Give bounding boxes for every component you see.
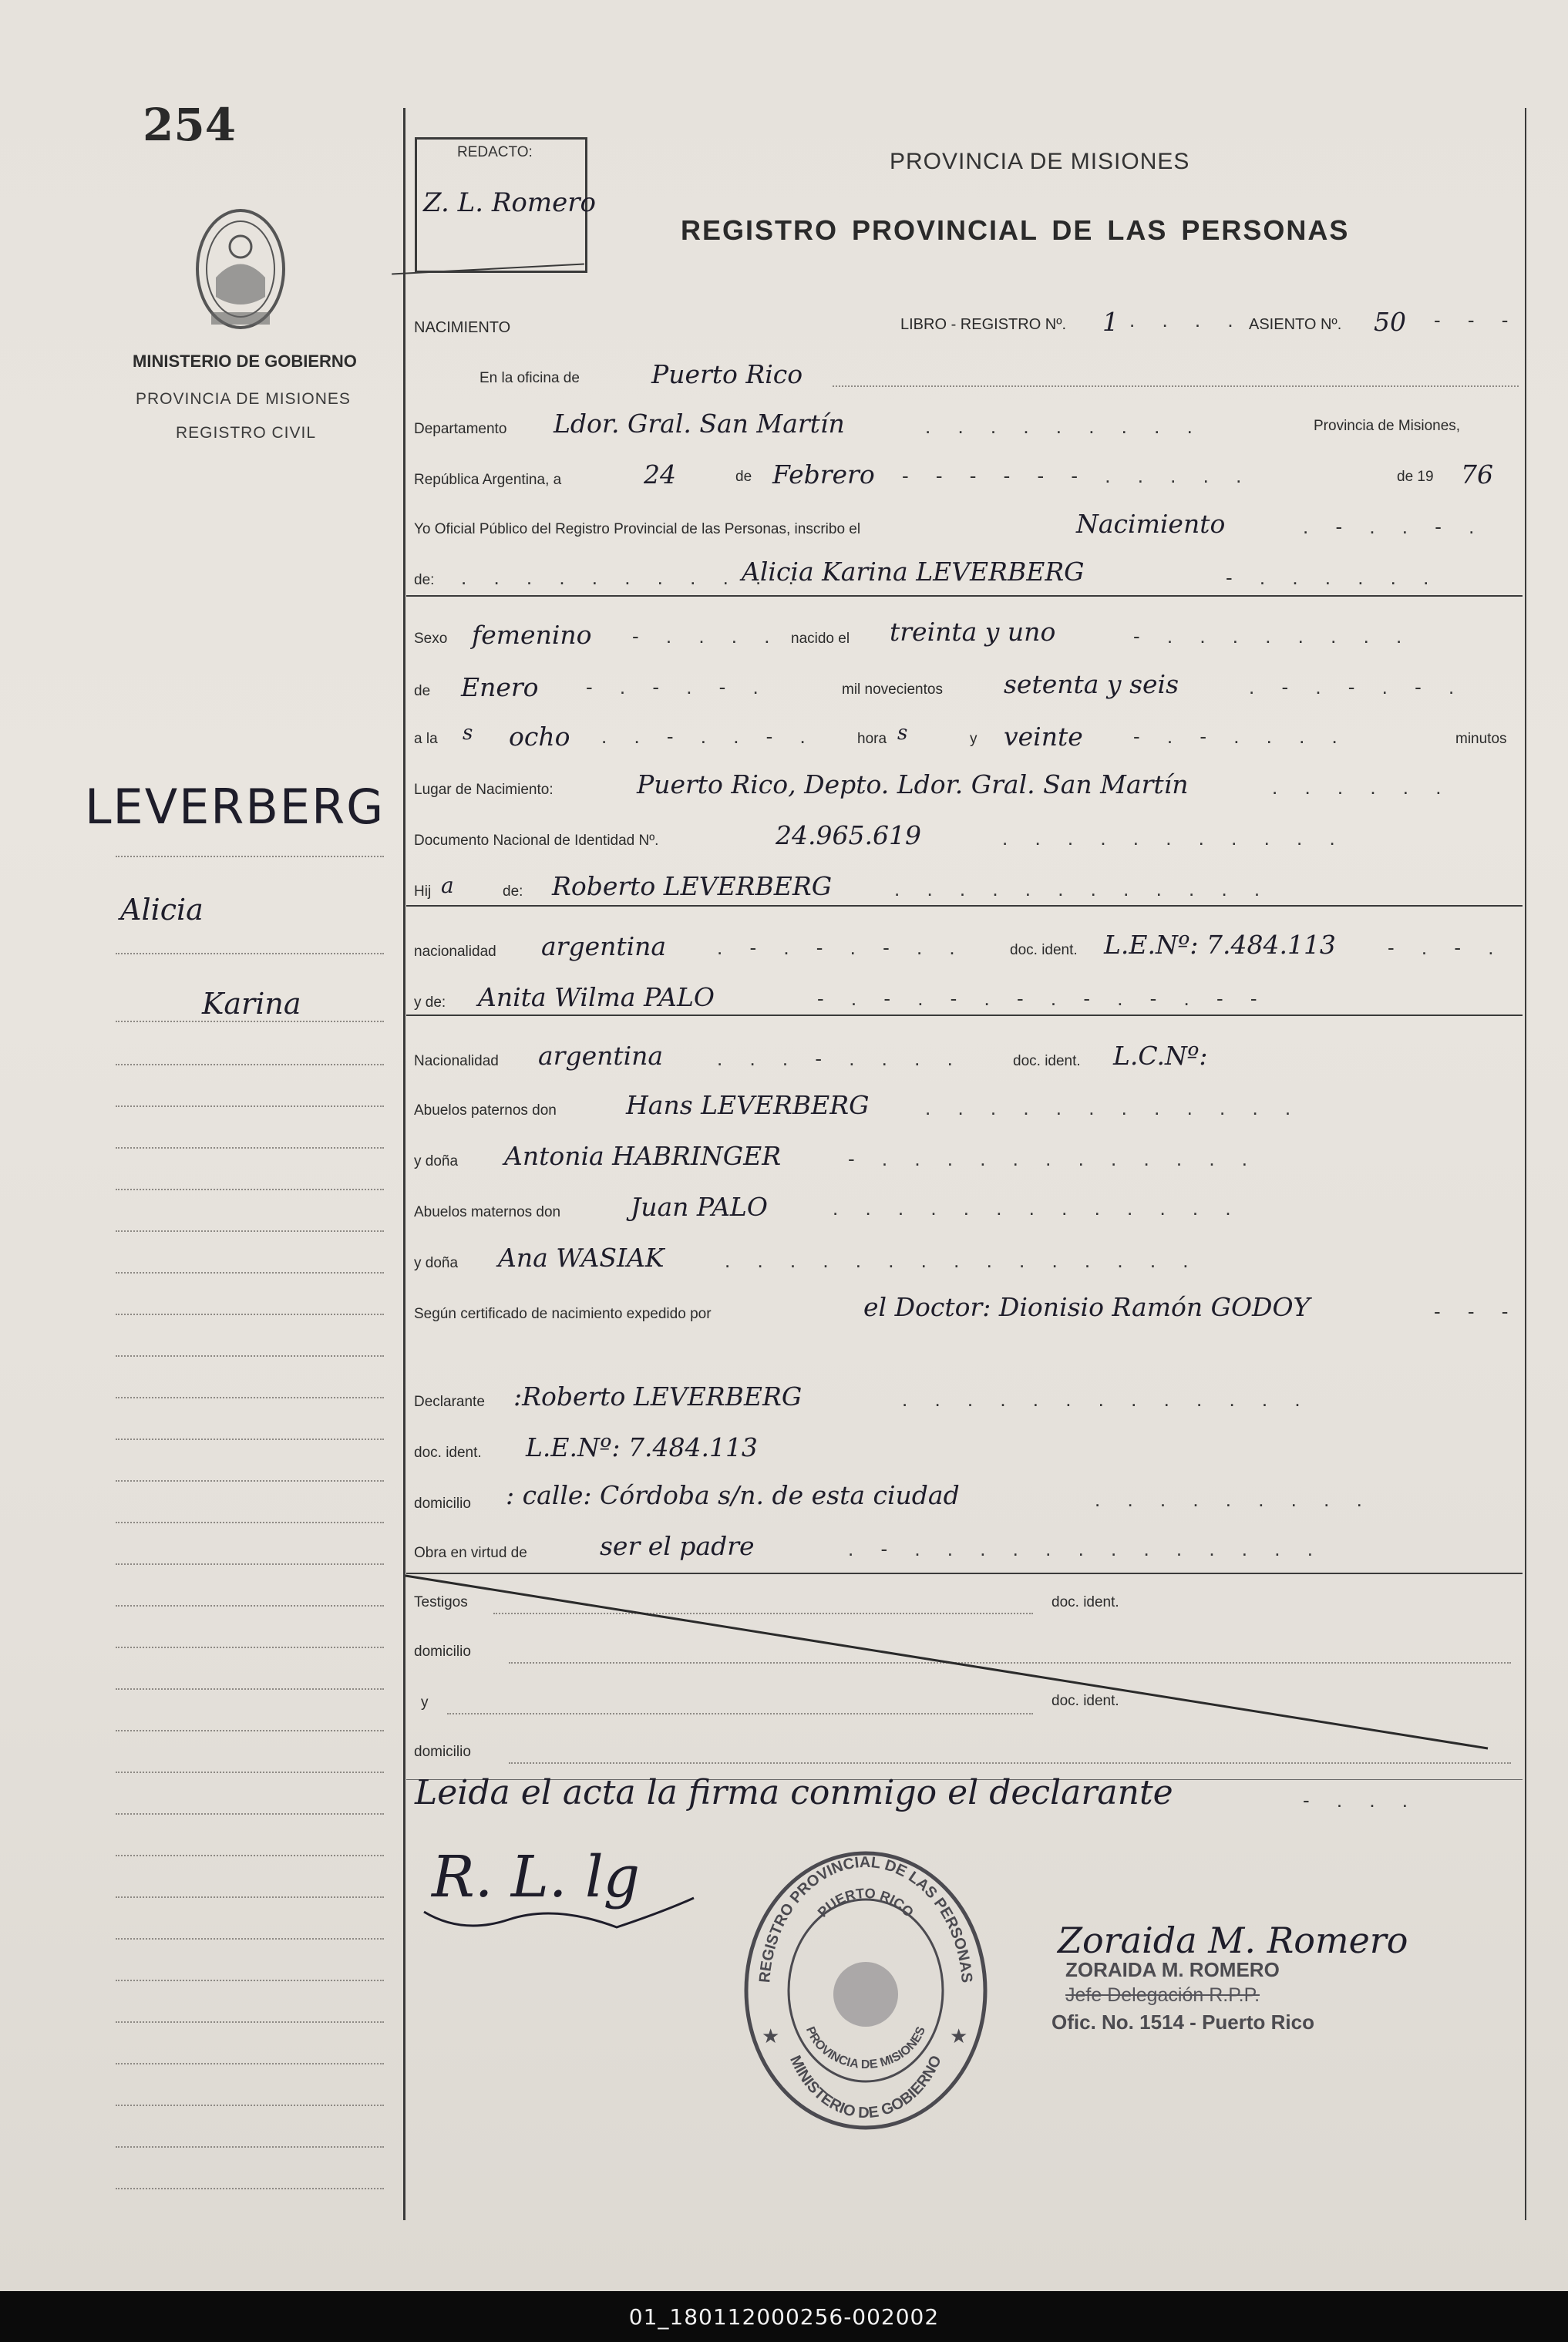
obra-label: Obra en virtud de <box>414 1545 527 1561</box>
signature-flourish-icon <box>416 1889 709 1950</box>
closing-dots: - . . . <box>1303 1788 1418 1812</box>
margin-rule <box>116 856 384 857</box>
testigos-label: Testigos <box>414 1594 468 1610</box>
obra-dots: . - . . . . . . . . . . . . . <box>848 1537 1324 1560</box>
minutos-value: veinte <box>1004 722 1083 752</box>
oficina-value: Puerto Rico <box>651 359 803 389</box>
sexo-dots: - . . . . <box>632 624 781 648</box>
minutos-dots: - . - . . . . <box>1133 725 1348 748</box>
margin-rule <box>116 1105 384 1107</box>
oficial-dots: . - . . - . <box>1303 515 1486 538</box>
official-stamp <box>739 1844 993 2137</box>
month-value: Febrero <box>772 459 875 490</box>
hij-label: Hij <box>414 883 432 900</box>
year-label: de 19 <box>1397 469 1434 485</box>
documento-label: Documento Nacional de Identidad Nº. <box>414 833 659 849</box>
docident3-value: L.E.Nº: 7.484.113 <box>526 1432 758 1462</box>
official-office: Ofic. No. 1514 - Puerto Rico <box>1052 2011 1314 2034</box>
margin-rule <box>116 2021 384 2023</box>
hora-value: ocho <box>509 722 570 752</box>
oficial-value: Nacimiento <box>1076 509 1226 539</box>
declarante-label: Declarante <box>414 1394 485 1410</box>
libro-label: LIBRO - REGISTRO Nº. <box>900 316 1067 333</box>
provincia-suffix: Provincia de Misiones, <box>1314 418 1461 434</box>
lugar-value: Puerto Rico, Depto. Ldor. Gral. San Martín <box>637 769 1189 799</box>
margin-rule <box>116 1855 384 1856</box>
svg-text:★: ★ <box>950 2024 968 2048</box>
mil-label: mil novecientos <box>842 681 943 698</box>
mother-rule <box>406 1015 1523 1016</box>
hij-value: a <box>441 873 454 898</box>
margin-rule <box>116 1647 384 1648</box>
coat-of-arms-icon <box>193 204 289 334</box>
nacido-label: nacido el <box>791 631 850 647</box>
name-dots: . . . . . . . . . . . <box>461 566 805 589</box>
mother-value: Anita Wilma PALO <box>478 982 715 1012</box>
republica-label: República Argentina, a <box>414 472 562 488</box>
oficial-text: Yo Oficial Público del Registro Provincial de las Personas, inscribo el <box>414 521 861 537</box>
registry-title: REGISTRO PROVINCIAL DE LAS PERSONAS <box>681 214 1350 246</box>
margin-rule <box>116 1230 384 1232</box>
father-rule <box>406 905 1523 907</box>
lugar-dots: . . . . . . <box>1272 776 1452 799</box>
margin-rule <box>116 1688 384 1690</box>
main-frame-left-edge <box>403 108 405 2220</box>
province-title: PROVINCIA DE MISIONES <box>890 149 1190 174</box>
margin-given-name-2: Karina <box>202 987 301 1021</box>
stamp-ministry-text: MINISTERIO DE GOBIERNO <box>786 2053 945 2122</box>
margin-rule <box>116 2105 384 2106</box>
oficina-label: En la oficina de <box>479 370 580 386</box>
nacido-value: treinta y uno <box>890 617 1056 647</box>
margin-rule <box>116 1563 384 1565</box>
margin-rule <box>116 1605 384 1607</box>
margin-rule <box>116 1896 384 1898</box>
docident5-label: doc. ident. <box>1052 1693 1119 1709</box>
redacto-signature: Z. L. Romero <box>423 187 596 218</box>
year2-dots: . - . - . - . <box>1249 675 1465 698</box>
father-dots: . . . . . . . . . . . . <box>894 877 1271 900</box>
margin-rule <box>116 953 384 954</box>
stamp-province-text: PROVINCIA DE MISIONES <box>803 2024 929 2072</box>
margin-rule <box>116 1397 384 1398</box>
sexo-label: Sexo <box>414 631 448 647</box>
margin-rule <box>116 1730 384 1731</box>
departamento-value: Ldor. Gral. San Martín <box>554 409 845 439</box>
ydona2-dots: . . . . . . . . . . . . . . . <box>725 1249 1200 1272</box>
margin-rule <box>116 1480 384 1482</box>
form-type-label: NACIMIENTO <box>414 319 511 336</box>
margin-rule <box>116 1064 384 1065</box>
docident2-label: doc. ident. <box>1013 1053 1081 1069</box>
obra-value: ser el padre <box>600 1531 755 1561</box>
nac1-label: nacionalidad <box>414 944 496 960</box>
documento-value: 24.965.619 <box>776 820 921 850</box>
de2-label: de <box>414 683 431 699</box>
margin-rule <box>116 1938 384 1940</box>
docident1-value: L.E.Nº: 7.484.113 <box>1104 930 1336 960</box>
declarante-value: :Roberto LEVERBERG <box>513 1381 803 1412</box>
mother-dots: - . - . - . - . - . - . - - <box>817 987 1268 1010</box>
ydona2-value: Ana WASIAK <box>498 1243 665 1273</box>
abpat-label: Abuelos paternos don <box>414 1102 557 1119</box>
y2-label: y <box>421 1694 429 1711</box>
registry-label: REGISTRO CIVIL <box>176 424 317 442</box>
lugar-label: Lugar de Nacimiento: <box>414 782 554 798</box>
registered-name: Alicia Karina LEVERBERG <box>742 557 1085 587</box>
svg-text:★: ★ <box>762 2024 780 2048</box>
libro-dots: . . . . <box>1129 308 1244 331</box>
margin-rule <box>116 1021 384 1022</box>
y-label: y <box>970 731 977 747</box>
margin-rule <box>116 1189 384 1190</box>
margin-rule <box>116 1147 384 1149</box>
horas-value: s <box>897 722 908 745</box>
domicilio1-label: domicilio <box>414 1496 471 1512</box>
official-name: ZORAIDA M. ROMERO <box>1065 1958 1280 1981</box>
asiento-dots: - - - <box>1434 308 1519 331</box>
margin-rule <box>116 2146 384 2148</box>
alas-value: s <box>463 722 473 745</box>
province-label: PROVINCIA DE MISIONES <box>136 390 351 408</box>
nacido-dots: - . . . . . . . . <box>1133 624 1413 648</box>
month2-value: Enero <box>461 672 539 702</box>
margin-rule <box>116 1439 384 1440</box>
margin-rule <box>116 1355 384 1357</box>
svg-text:PUERTO RICO <box>815 1886 917 1920</box>
ydona1-dots: - . . . . . . . . . . . . <box>848 1147 1259 1170</box>
ydona1-value: Antonia HABRINGER <box>504 1141 782 1171</box>
docident1-label: doc. ident. <box>1010 942 1078 958</box>
day-value: 24 <box>644 459 676 490</box>
redacto-box <box>415 137 596 273</box>
docident1-dots: - . - . <box>1388 936 1505 959</box>
father-value: Roberto LEVERBERG <box>552 871 833 901</box>
abpat-dots: . . . . . . . . . . . . <box>925 1096 1302 1119</box>
de-label: de <box>735 469 752 485</box>
name-trailing-dots: - . . . . . . <box>1226 566 1440 589</box>
margin-rule <box>116 1772 384 1773</box>
nac1-value: argentina <box>541 931 667 961</box>
abmat-value: Juan PALO <box>631 1192 768 1222</box>
declarante-dots: . . . . . . . . . . . . . <box>902 1388 1311 1411</box>
margin-rule <box>116 1813 384 1815</box>
sexo-value: femenino <box>472 620 592 650</box>
nac2-label: Nacionalidad <box>414 1053 499 1069</box>
departamento-dots: . . . . . . . . . <box>925 415 1203 438</box>
margin-given-name-1: Alicia <box>120 893 204 927</box>
alas-label: a la <box>414 731 438 747</box>
stamp-outer-text: REGISTRO PROVINCIAL DE LAS PERSONAS <box>756 1853 975 1984</box>
official-signature: Zoraida M. Romero <box>1058 1920 1408 1961</box>
year2-value: setenta y seis <box>1004 669 1179 699</box>
hora-dots: . . - . . - . <box>601 725 816 748</box>
closing-text: Leida el acta la firma conmigo el declarante <box>415 1773 1173 1812</box>
certificado-dots: - - - <box>1434 1300 1519 1323</box>
margin-rule <box>116 2188 384 2189</box>
abmat-label: Abuelos maternos don <box>414 1204 561 1220</box>
margin-rule <box>116 1522 384 1523</box>
nac2-dots: . . . - . . . . <box>717 1047 964 1070</box>
docident2-value: L.C.Nº: <box>1113 1041 1208 1071</box>
docident4-label: doc. ident. <box>1052 1594 1119 1610</box>
redacto-label: REDACTO: <box>457 144 533 160</box>
certificado-label: Según certificado de nacimiento expedido por <box>414 1306 712 1322</box>
domicilio1-dots: . . . . . . . . . <box>1095 1488 1373 1511</box>
margin-rule <box>116 1980 384 1981</box>
stamp-town-text: PUERTO RICO <box>814 1885 917 1920</box>
abmat-dots: . . . . . . . . . . . . . <box>833 1196 1242 1220</box>
asiento-label: ASIENTO Nº. <box>1249 316 1342 333</box>
ydona2-label: y doña <box>414 1255 459 1271</box>
abpat-value: Hans LEVERBERG <box>626 1090 870 1120</box>
de-colon-label: de: <box>414 572 435 588</box>
nac1-dots: . - . - . - . . <box>717 936 966 959</box>
ydona1-label: y doña <box>414 1153 459 1169</box>
asiento-value: 50 <box>1374 307 1406 337</box>
year-value: 76 <box>1461 459 1493 490</box>
void-diagonal-line <box>401 1570 1534 1755</box>
margin-rule <box>116 2063 384 2064</box>
image-caption: 01_180112000256-002002 <box>628 2303 940 2330</box>
name-rule <box>406 595 1523 597</box>
folio-number: 254 <box>143 99 237 151</box>
margin-rule <box>116 1272 384 1274</box>
domicilio1-value: : calle: Córdoba s/n. de esta ciudad <box>506 1480 960 1510</box>
margin-rule <box>116 1314 384 1315</box>
nac2-value: argentina <box>538 1041 664 1071</box>
departamento-label: Departamento <box>414 421 507 437</box>
de3-label: de: <box>503 883 523 900</box>
main-frame-right-edge <box>1525 108 1526 2220</box>
libro-value: 1 <box>1102 307 1119 337</box>
certificado-value: el Doctor: Dionisio Ramón GODOY <box>863 1292 1311 1322</box>
month-dots: - - - - - - . . . . . <box>902 464 1253 487</box>
horas-label: hora <box>857 731 887 747</box>
domicilio3-rule <box>509 1762 1511 1764</box>
image-caption-bar <box>0 2291 1568 2342</box>
oficina-rule <box>833 385 1519 387</box>
yde-label: y de: <box>414 994 446 1011</box>
minutos-label: minutos <box>1455 731 1507 747</box>
declarant-signature: R. L. lg <box>432 1844 640 1910</box>
documento-dots: . . . . . . . . . . . <box>1002 826 1346 850</box>
month2-dots: - . - . - . <box>586 675 769 698</box>
margin-surname: LEVERBERG <box>85 779 385 835</box>
domicilio2-label: domicilio <box>414 1644 471 1660</box>
ministry-label: MINISTERIO DE GOBIERNO <box>133 352 357 371</box>
domicilio3-label: domicilio <box>414 1744 471 1760</box>
official-title: Jefe Delegación R.P.P. <box>1065 1984 1260 2006</box>
docident3-label: doc. ident. <box>414 1445 482 1461</box>
